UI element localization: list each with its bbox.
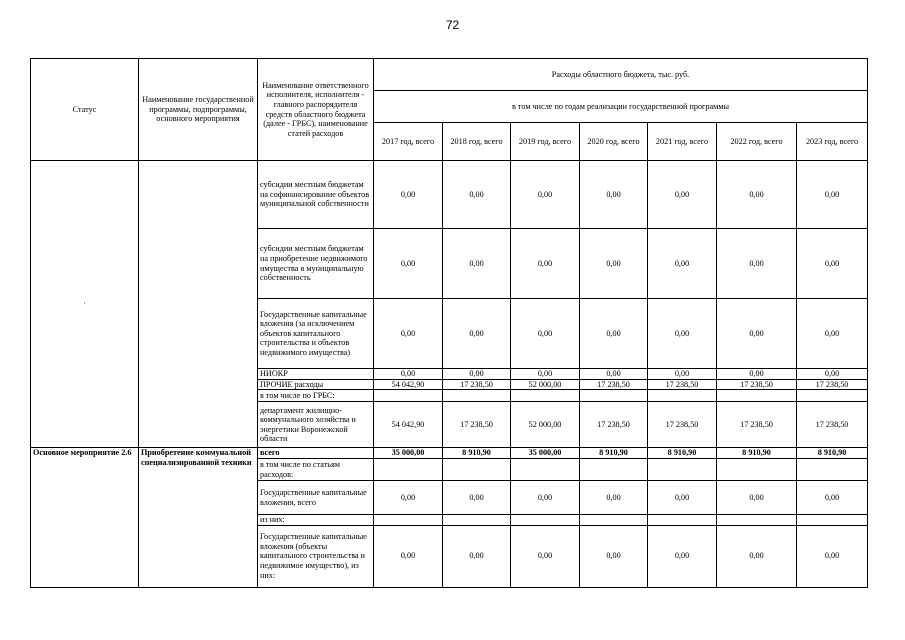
value-cell: 17 238,50 bbox=[648, 379, 717, 390]
value-cell: 0,00 bbox=[511, 481, 580, 515]
value-cell bbox=[580, 390, 648, 402]
header-year: 2017 год, всего bbox=[374, 123, 443, 161]
value-cell: 17 238,50 bbox=[797, 402, 868, 448]
value-cell: 0,00 bbox=[648, 369, 717, 380]
value-cell: 0,00 bbox=[717, 481, 797, 515]
value-cell: 0,00 bbox=[648, 481, 717, 515]
value-cell: 0,00 bbox=[511, 161, 580, 229]
row-label: НИОКР bbox=[258, 369, 374, 380]
value-cell bbox=[511, 515, 580, 526]
table-row bbox=[31, 448, 868, 459]
value-cell: 0,00 bbox=[374, 229, 443, 299]
value-cell: 0,00 bbox=[374, 369, 443, 380]
value-cell: 0,00 bbox=[717, 299, 797, 369]
header-year: 2020 год, всего bbox=[580, 123, 648, 161]
value-cell: 0,00 bbox=[797, 525, 868, 587]
value-cell: 0,00 bbox=[648, 525, 717, 587]
header-executor: Наименование ответственного исполнителя, исполнителя - главного распорядителя средств областного бюджета (далее - ГРБС), наименование статей расходов bbox=[258, 59, 374, 161]
value-cell: 0,00 bbox=[580, 369, 648, 380]
row-label: Государственные капитальные вложения, всего bbox=[258, 481, 374, 515]
value-cell: 0,00 bbox=[648, 299, 717, 369]
value-cell bbox=[648, 515, 717, 526]
value-cell: 0,00 bbox=[374, 525, 443, 587]
page-number: 72 bbox=[445, 18, 460, 32]
value-cell: 8 910,90 bbox=[648, 448, 717, 459]
value-cell: 17 238,50 bbox=[443, 379, 511, 390]
header-year: 2023 год, всего bbox=[797, 123, 868, 161]
value-cell: 0,00 bbox=[511, 369, 580, 380]
value-cell: 35 000,00 bbox=[374, 448, 443, 459]
value-cell: 17 238,50 bbox=[797, 379, 868, 390]
value-cell: 0,00 bbox=[580, 161, 648, 229]
value-cell: 0,00 bbox=[648, 161, 717, 229]
row-label: из них: bbox=[258, 515, 374, 526]
value-cell: 35 000,00 bbox=[511, 448, 580, 459]
value-cell: 8 910,90 bbox=[580, 448, 648, 459]
value-cell: 0,00 bbox=[797, 299, 868, 369]
row-label: всего bbox=[258, 448, 374, 459]
value-cell: 0,00 bbox=[580, 481, 648, 515]
row-label: Государственные капитальные вложения (за исключением объектов капитального строительства и объектов недвижимого имущества) bbox=[258, 299, 374, 369]
measure-name: Приобретение коммунальной специализированной техники bbox=[139, 448, 258, 588]
header-by-years: в том числе по годам реализации государственной программы bbox=[374, 91, 868, 123]
header-year: 2022 год, всего bbox=[717, 123, 797, 161]
header-year: 2019 год, всего bbox=[511, 123, 580, 161]
value-cell: 0,00 bbox=[797, 161, 868, 229]
value-cell: 8 910,90 bbox=[717, 448, 797, 459]
value-cell: 0,00 bbox=[797, 369, 868, 380]
value-cell bbox=[648, 390, 717, 402]
value-cell bbox=[511, 390, 580, 402]
value-cell: 0,00 bbox=[717, 229, 797, 299]
value-cell: 0,00 bbox=[443, 299, 511, 369]
value-cell: 0,00 bbox=[717, 161, 797, 229]
header-year: 2018 год, всего bbox=[443, 123, 511, 161]
table-row bbox=[31, 161, 868, 229]
value-cell: 17 238,50 bbox=[443, 402, 511, 448]
value-cell: 0,00 bbox=[443, 229, 511, 299]
value-cell: 0,00 bbox=[511, 229, 580, 299]
value-cell: 0,00 bbox=[374, 161, 443, 229]
value-cell: 17 238,50 bbox=[580, 379, 648, 390]
value-cell bbox=[580, 459, 648, 481]
value-cell bbox=[648, 459, 717, 481]
value-cell: 0,00 bbox=[797, 481, 868, 515]
header-expenses: Расходы областного бюджета, тыс. руб. bbox=[374, 59, 868, 91]
value-cell: 17 238,50 bbox=[580, 402, 648, 448]
value-cell bbox=[717, 459, 797, 481]
status-cell: · bbox=[31, 161, 139, 448]
header-year: 2021 год, всего bbox=[648, 123, 717, 161]
value-cell: 0,00 bbox=[580, 299, 648, 369]
value-cell: 52 000,00 bbox=[511, 379, 580, 390]
value-cell bbox=[717, 515, 797, 526]
value-cell: 54 042,90 bbox=[374, 402, 443, 448]
value-cell: 0,00 bbox=[717, 525, 797, 587]
value-cell: 0,00 bbox=[443, 525, 511, 587]
value-cell bbox=[717, 390, 797, 402]
value-cell: 8 910,90 bbox=[797, 448, 868, 459]
row-label: в том числе по статьям расходов: bbox=[258, 459, 374, 481]
value-cell bbox=[797, 390, 868, 402]
value-cell bbox=[443, 390, 511, 402]
value-cell: 0,00 bbox=[511, 299, 580, 369]
value-cell bbox=[374, 515, 443, 526]
value-cell bbox=[374, 390, 443, 402]
value-cell: 0,00 bbox=[443, 369, 511, 380]
value-cell bbox=[580, 515, 648, 526]
measure-status: Основное мероприятие 2.6 bbox=[31, 448, 139, 588]
header-status: Статус bbox=[31, 59, 139, 161]
value-cell: 0,00 bbox=[511, 525, 580, 587]
row-label: Государственные капитальные вложения (объекты капитального строительства и недвижимое имущество), из них: bbox=[258, 525, 374, 587]
value-cell: 54 042,90 bbox=[374, 379, 443, 390]
value-cell: 0,00 bbox=[580, 229, 648, 299]
header-program-name: Наименование государственной программы, подпрограммы, основного мероприятия bbox=[139, 59, 258, 161]
value-cell: 0,00 bbox=[374, 481, 443, 515]
value-cell: 0,00 bbox=[580, 525, 648, 587]
budget-table bbox=[30, 58, 868, 588]
value-cell bbox=[797, 459, 868, 481]
program-cell bbox=[139, 161, 258, 448]
value-cell: 0,00 bbox=[443, 161, 511, 229]
value-cell bbox=[511, 459, 580, 481]
value-cell: 0,00 bbox=[797, 229, 868, 299]
value-cell: 0,00 bbox=[374, 299, 443, 369]
value-cell: 0,00 bbox=[443, 481, 511, 515]
value-cell: 17 238,50 bbox=[717, 379, 797, 390]
value-cell bbox=[797, 515, 868, 526]
value-cell: 8 910,90 bbox=[443, 448, 511, 459]
row-label: ПРОЧИЕ расходы bbox=[258, 379, 374, 390]
value-cell bbox=[374, 459, 443, 481]
row-label: в том числе по ГРБС: bbox=[258, 390, 374, 402]
row-label: субсидии местным бюджетам на приобретение недвижимого имущества в муниципальную собственность bbox=[258, 229, 374, 299]
value-cell: 52 000,00 bbox=[511, 402, 580, 448]
value-cell: 0,00 bbox=[717, 369, 797, 380]
value-cell: 17 238,50 bbox=[717, 402, 797, 448]
value-cell bbox=[443, 515, 511, 526]
value-cell bbox=[443, 459, 511, 481]
value-cell: 17 238,50 bbox=[648, 402, 717, 448]
value-cell: 0,00 bbox=[648, 229, 717, 299]
row-label: субсидии местным бюджетам на софинансирование объектов муниципальной собственности bbox=[258, 161, 374, 229]
row-label: департамент жилищно-коммунального хозяйства и энергетики Воронежской области bbox=[258, 402, 374, 448]
